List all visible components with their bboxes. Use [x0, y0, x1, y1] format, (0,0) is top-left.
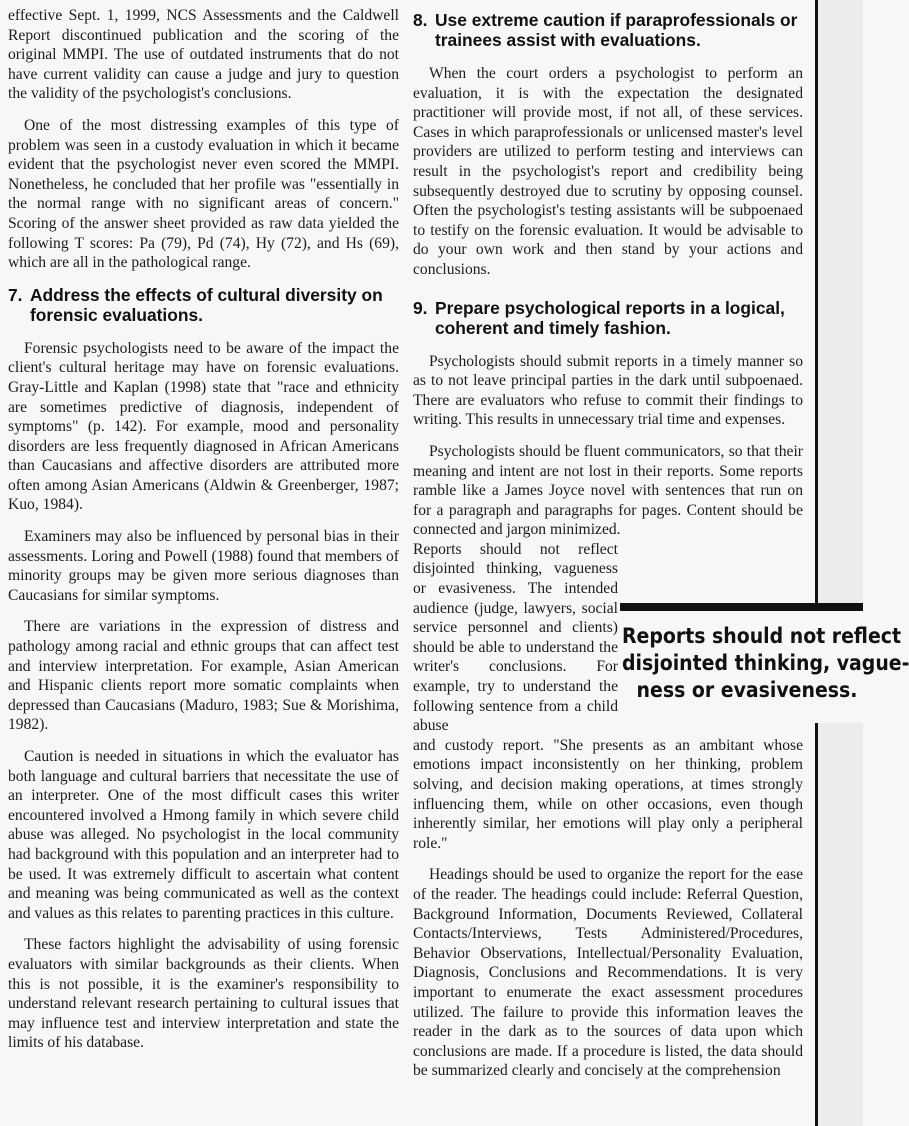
paragraph: Psychologists should submit reports in a timely manner so as to not leave principal parties in the dark until subpoenaed. There are evaluators who refuse to commit their findings to writing. This results in unnecessary trial time and expenses.	[413, 352, 803, 429]
pull-quote-line: ness or evasiveness.	[636, 678, 858, 702]
paragraph: and custody report. "She presents as an ambitant whose emotions impact inconsistently on her thinking, problem solving, and decision making operations, at times strongly influencing them, while on other occasions, even though inherently similar, her emotions will play only a peripheral role."	[413, 736, 803, 852]
section-number: 9.	[413, 297, 428, 318]
paragraph: These factors highlight the advisability of using forensic evaluators with similar backgrounds as their clients. When this is not possible, it is the examiner's responsibility to understand relevant research pertaining to cultural issues that may influence test and interview interpretation and state the limits of his database.	[8, 936, 399, 1052]
pull-quote-line: Reports should not reflect	[622, 624, 901, 648]
paragraph: Caution is needed in situations in which the evaluator has both language and cultural barriers that necessitate the use of an interpreter. One of the most difficult cases this writer encountered involved a Hmong family in which severe child abuse was alleged. No psychologist in the local community had background with this population and an interpreter had to be used. It was extremely difficult to ascertain what content and meaning was being communicated as well as the context and values as this relates to parenting practices in this culture.	[8, 748, 399, 922]
paragraph: Headings should be used to organize the report for the ease of the reader. The headings could include: Referral Question, Background Information, Documents Reviewed, Collateral Contacts/Interviews, Tests Administered/Procedures, Behavior Observations, Intellectual/Personality Evaluation, Diagnosis, Conclusions and Recommendations. It is very important to enumerate the exact assessment procedures utilized. The failure to provide this information leaves the reader in the dark as to the sources of data upon which conclusions are made. If a procedure is listed, the data should be summarized clearly and concisely at the comprehension	[413, 866, 803, 1080]
paragraph-wrapped: Reports should not reflect disjointed thinking, vagueness or evasiveness. The intended audience (judge, lawyers, social service personnel and clients) should be able to understand the writer's conclusions. For example, try to understand the following sentence from a child abuse	[413, 540, 618, 735]
pull-quote-line: disjointed thinking, vague-	[622, 651, 909, 675]
paragraph: One of the most distressing examples of this type of problem was seen in a custody evaluation in which it became evident that the psychologist never even scored the MMPI. Nonetheless, he concluded that her profile was "essentially in the normal range with no significant areas of concern." Scoring of the answer sheet provided as raw data yielded the following T scores: Pa (79), Pd (74), Hy (72), and Hs (69), which are all in the pathological range.	[8, 116, 399, 272]
paragraph: There are variations in the expression of distress and pathology among racial and ethnic groups that can affect test and interview interpretation. For example, Asian American and Hispanic clients report more somatic complaints when depressed than Caucasians (Maduro, 1983; Sue & Morishima, 1982).	[8, 618, 399, 734]
paragraph: effective Sept. 1, 1999, NCS Assessments and the Caldwell Report discontinued publication and the scoring of the original MMPI. The use of outdated instruments that do not have current validity can cause a judge and jury to question the validity of the psychologist's conclusions.	[8, 7, 399, 103]
section-title: Address the effects of cultural diversity on forensic evaluations.	[30, 284, 383, 325]
margin-rule	[815, 0, 818, 1126]
section-number: 8.	[413, 10, 428, 30]
section-title: Prepare psychological reports in a logical, coherent and timely fashion.	[435, 297, 785, 338]
section-heading-8	[413, 10, 803, 50]
right-column	[413, 6, 803, 1093]
pull-quote	[620, 603, 909, 723]
section-heading-7	[8, 285, 399, 325]
paragraph: Psychologists should be fluent communicators, so that their meaning and intent are not lost in their reports. Some reports ramble like a James Joyce novel with sentences that run on for a paragraph and paragraphs for pages. Content should be connected and jargon minimized.	[413, 442, 803, 539]
margin-shade	[818, 0, 863, 1126]
paragraph: Forensic psychologists need to be aware of the impact the client's cultural heritage may have on forensic evaluations. Gray-Little and Kaplan (1998) state that "race and ethnicity are sometimes predictive of diagnosis, independent of symptoms" (p. 142). For example, mood and personality disorders are less frequently diagnosed in African Americans than Caucasians and affective disorders are attributed more often among Asian Americans (Aldwin & Greenberger, 1987; Kuo, 1984).	[8, 339, 399, 514]
pull-quote-text	[620, 611, 909, 704]
section-title: Use extreme caution if paraprofessionals or trainees assist with evaluations.	[435, 10, 798, 50]
section-number: 7.	[8, 284, 23, 305]
section-heading-9	[413, 298, 803, 338]
paragraph: When the court orders a psychologist to perform an evaluation, it is with the expectation the designated practitioner will provide most, if not all, of these services. Cases in which paraprofessionals or unlicensed master's level providers are utilized to perform testing and interviews can result in the psychologist's report and credibility being subsequently destroyed due to scrutiny by opposing counsel. Often the psychologist's testing assistants will be subpoenaed to testify on the forensic evaluation. It would be advisable to do your own work and then stand by your actions and conclusions.	[413, 65, 803, 278]
paragraph: Examiners may also be influenced by personal bias in their assessments. Loring and Powell (1988) found that members of minority groups may be given more serious diagnoses than Caucasians for similar symptoms.	[8, 528, 399, 604]
left-column	[8, 6, 399, 1065]
